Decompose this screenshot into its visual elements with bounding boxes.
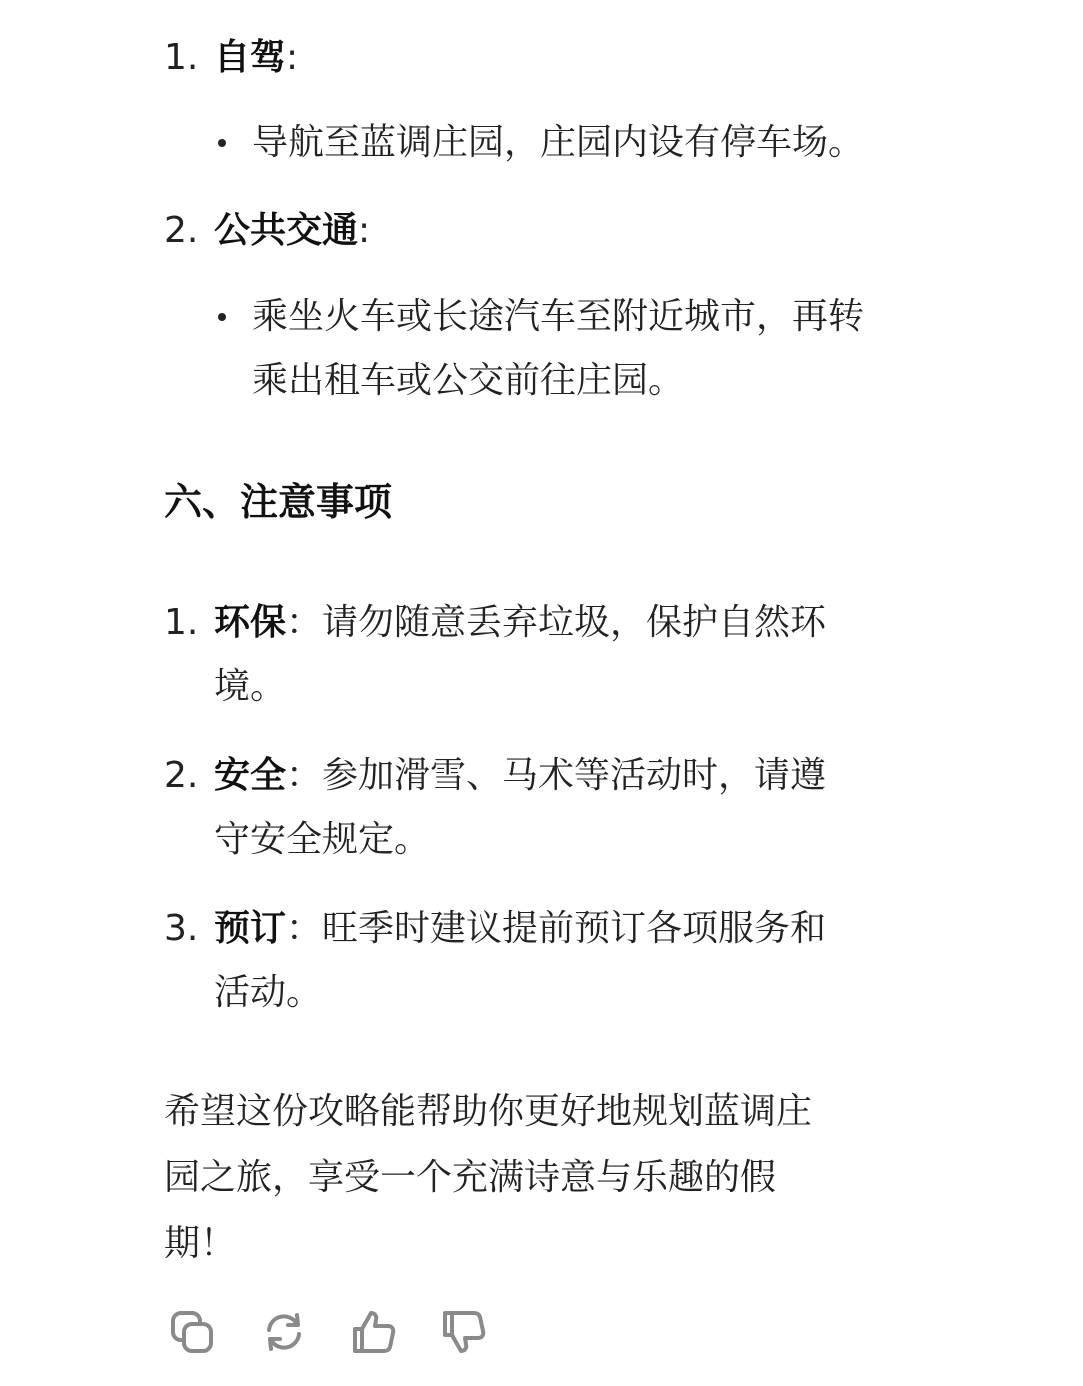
response-actions-toolbar [166, 1306, 506, 1358]
thumbs-up-button[interactable] [348, 1306, 400, 1358]
thumbs-down-button[interactable] [438, 1306, 490, 1358]
item-text: 请勿随意丢弃垃圾，保护自然环 [322, 602, 827, 643]
item-text: 参加滑雪、马术等活动时，请遵 [322, 755, 827, 796]
list-number: 1. [164, 602, 199, 643]
section-heading: 六、注意事项 [164, 480, 393, 524]
list-item [214, 744, 1034, 808]
list-item-title [214, 199, 1034, 263]
copy-icon [168, 1308, 216, 1356]
item-title: 自驾 [214, 37, 287, 78]
item-title: 预订 [214, 908, 287, 949]
item-sep: : [286, 37, 299, 78]
list-item [214, 591, 1034, 655]
closing-text: 希望这份攻略能帮助你更好地规划蓝调庄 [164, 1091, 813, 1132]
copy-button[interactable] [166, 1306, 218, 1358]
item-text-continuation: 守安全规定。 [214, 819, 431, 860]
list-item [214, 897, 1034, 961]
item-title: 环保 [214, 602, 287, 643]
closing-text: 期！ [164, 1223, 237, 1264]
item-sep: ： [286, 755, 323, 796]
item-title: 公共交通 [214, 210, 359, 251]
list-number: 3. [164, 908, 199, 949]
item-text-continuation: 境。 [214, 666, 287, 707]
list-number: 2. [164, 210, 199, 251]
regenerate-icon [260, 1308, 308, 1356]
list-number: 2. [164, 755, 199, 796]
item-text-continuation: 活动。 [214, 972, 323, 1013]
bullet-dot [218, 313, 226, 321]
closing-text: 园之旅，享受一个充满诗意与乐趣的假 [164, 1157, 777, 1198]
thumbs-up-icon [350, 1308, 398, 1356]
bullet-dot [218, 139, 226, 147]
thumbs-down-icon [440, 1308, 488, 1356]
bullet-text: 乘坐火车或长途汽车至附近城市，再转 [252, 296, 865, 337]
item-sep: : [358, 210, 371, 251]
bullet-text: 乘出租车或公交前往庄园。 [252, 360, 685, 401]
item-text: 旺季时建议提前预订各项服务和 [322, 908, 827, 949]
item-title: 安全 [214, 755, 287, 796]
item-sep: ： [286, 602, 323, 643]
list-item-title [214, 26, 1034, 90]
bullet-text: 导航至蓝调庄园，庄园内设有停车场。 [252, 122, 865, 163]
item-sep: ： [286, 908, 323, 949]
list-number: 1. [164, 37, 199, 78]
regenerate-button[interactable] [258, 1306, 310, 1358]
